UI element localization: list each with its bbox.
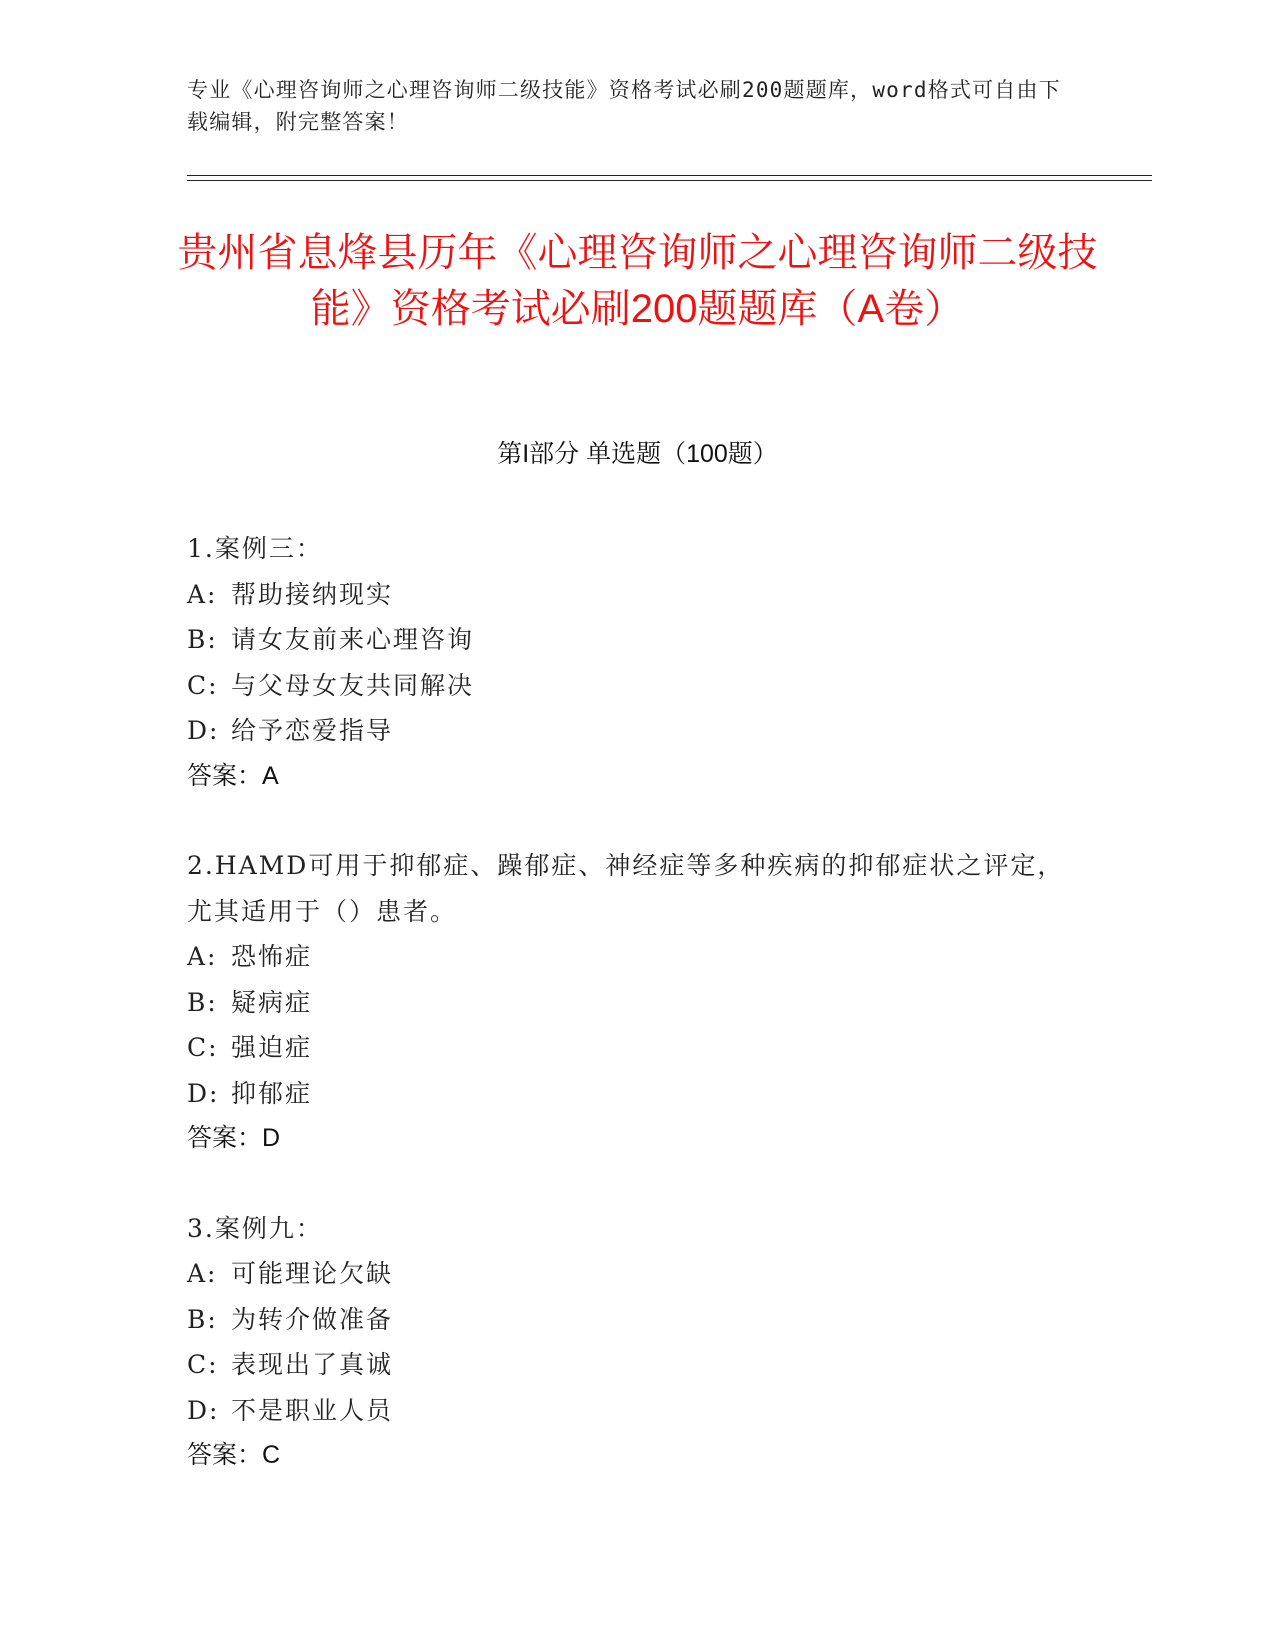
option-text: 与父母女友共同解决 [231,670,475,700]
header-note: 专业《心理咨询师之心理咨询师二级技能》资格考试必刷200题题库，word格式可自由下载编辑，附完整答案！ [187,78,1061,134]
question-stem: 1.案例三： [187,534,323,563]
option-key: A: [187,942,218,971]
option-key: B: [187,625,218,654]
option-text: 为转介做准备 [231,1304,394,1334]
option-b [187,980,1087,1026]
document-title: 贵州省息烽县历年《心理咨询师之心理咨询师二级技能》资格考试必刷200题题库（A卷） [177,231,1098,331]
option-key: C: [187,1350,219,1379]
option-key: A: [187,1259,218,1288]
option-text: 强迫症 [231,1033,313,1062]
question-stem: 2.HAMD可用于抑郁症、躁郁症、神经症等多种疾病的抑郁症状之评定，尤其适用于（）患者。 [187,851,1065,926]
question-item [187,526,1087,799]
option-key: A: [187,579,218,609]
header-divider-bottom [187,180,1152,181]
option-d [187,708,1087,754]
option-text: 不是职业人员 [231,1395,394,1425]
option-d [187,1071,1087,1117]
answer-line: 答案：D [187,1124,281,1152]
question-list [187,526,1087,1523]
option-key: B: [187,987,218,1017]
question-item [187,1206,1087,1479]
question-stem: 3.案例九： [187,1213,323,1243]
answer-line: 答案：A [187,761,279,790]
option-c [187,663,1087,709]
option-key: D: [187,716,220,745]
option-c [187,1342,1087,1388]
option-text: 帮助接纳现实 [231,579,394,609]
option-key: D: [187,1078,220,1108]
option-text: 抑郁症 [231,1078,313,1108]
option-d [187,1388,1087,1434]
option-c [187,1025,1087,1071]
option-key: C: [187,1033,219,1062]
option-a [187,572,1087,618]
option-text: 可能理论欠缺 [231,1259,394,1288]
option-b [187,1297,1087,1343]
option-a [187,934,1087,980]
section-title: 第I部分 单选题（100题） [497,440,778,468]
option-a [187,1251,1087,1297]
question-item [187,843,1087,1162]
option-b [187,617,1087,663]
option-key: B: [187,1304,218,1334]
answer-line: 答案：C [187,1441,281,1469]
option-text: 恐怖症 [231,942,313,971]
header-divider-top [187,175,1152,176]
option-text: 疑病症 [231,987,313,1017]
option-key: C: [187,670,219,700]
option-key: D: [187,1395,220,1425]
option-text: 请女友前来心理咨询 [231,625,475,654]
option-text: 给予恋爱指导 [231,716,394,745]
option-text: 表现出了真诚 [231,1350,394,1379]
